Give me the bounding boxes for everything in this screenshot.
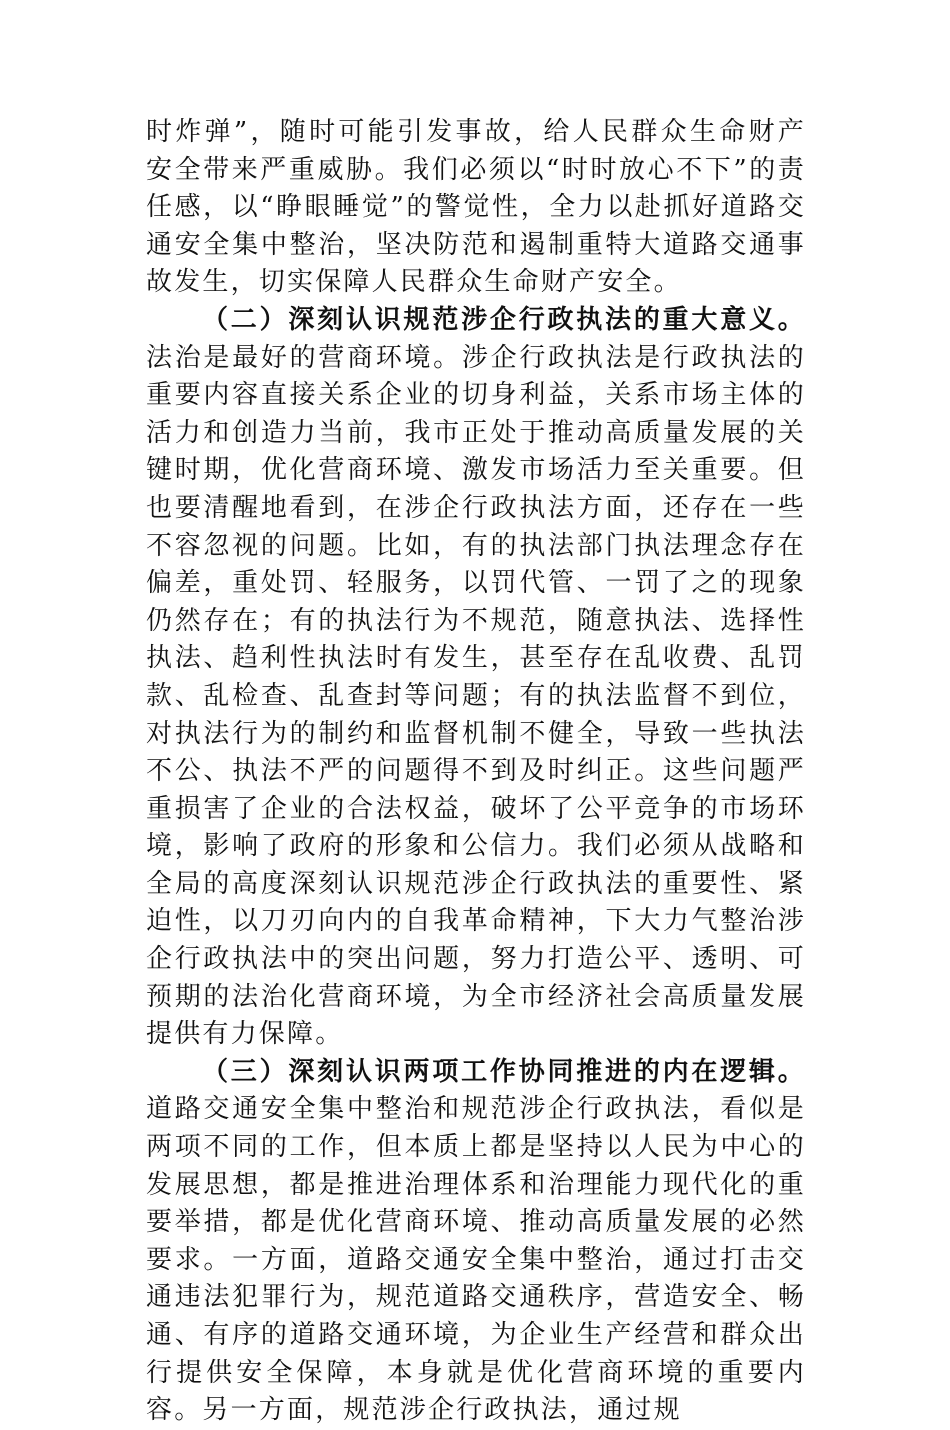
section-heading-2: （二）深刻认识规范涉企行政执法的重大意义。 xyxy=(202,304,806,335)
paragraph-2 xyxy=(146,302,806,1054)
paragraph-2-text: 法治是最好的营商环境。涉企行政执法是行政执法的重要内容直接关系企业的切身利益，关系市场主体的活力和创造力当前，我市正处于推动高质量发展的关键时期，优化营商环境、激发市场活力至关重要。但也要清醒地看到，在涉企行政执法方面，还存在一些不容忽视的问题。比如，有的执法部门执法理念存在偏差，重处罚、轻服务，以罚代管、一罚了之的现象仍然存在；有的执法行为不规范，随意执法、选择性执法、趋利性执法时有发生，甚至存在乱收费、乱罚款、乱检查、乱查封等问题；有的执法监督不到位，对执法行为的制约和监督机制不健全，导致一些执法不公、执法不严的问题得不到及时纠正。这些问题严重损害了企业的合法权益，破坏了公平竞争的市场环境，影响了政府的形象和公信力。我们必须从战略和全局的高度深刻认识规范涉企行政执法的重要性、紧迫性，以刀刃向内的自我革命精神，下大力气整治涉企行政执法中的突出问题，努力打造公平、透明、可预期的法治化营商环境，为全市经济社会高质量发展提供有力保障。 xyxy=(146,342,806,1050)
paragraph-1 xyxy=(146,114,806,302)
paragraph-1-text: 时炸弹”，随时可能引发事故，给人民群众生命财产安全带来严重威胁。我们必须以“时时放心不下”的责任感，以“睁眼睡觉”的警觉性，全力以赴抓好道路交通安全集中整治，坚决防范和遏制重特大道路交通事故发生，切实保障人民群众生命财产安全。 xyxy=(146,117,806,298)
section-heading-3: （三）深刻认识两项工作协同推进的内在逻辑。 xyxy=(202,1056,806,1087)
paragraph-3 xyxy=(146,1054,806,1430)
document-body xyxy=(146,114,806,1430)
paragraph-3-text: 道路交通安全集中整治和规范涉企行政执法，看似是两项不同的工作，但本质上都是坚持以人民为中心的发展思想，都是推进治理体系和治理能力现代化的重要举措，都是优化营商环境、推动高质量发展的必然要求。一方面，道路交通安全集中整治，通过打击交通违法犯罪行为，规范道路交通秩序，营造安全、畅通、有序的道路交通环境，为企业生产经营和群众出行提供安全保障，本身就是优化营商环境的重要内容。另一方面，规范涉企行政执法，通过规 xyxy=(146,1094,806,1426)
